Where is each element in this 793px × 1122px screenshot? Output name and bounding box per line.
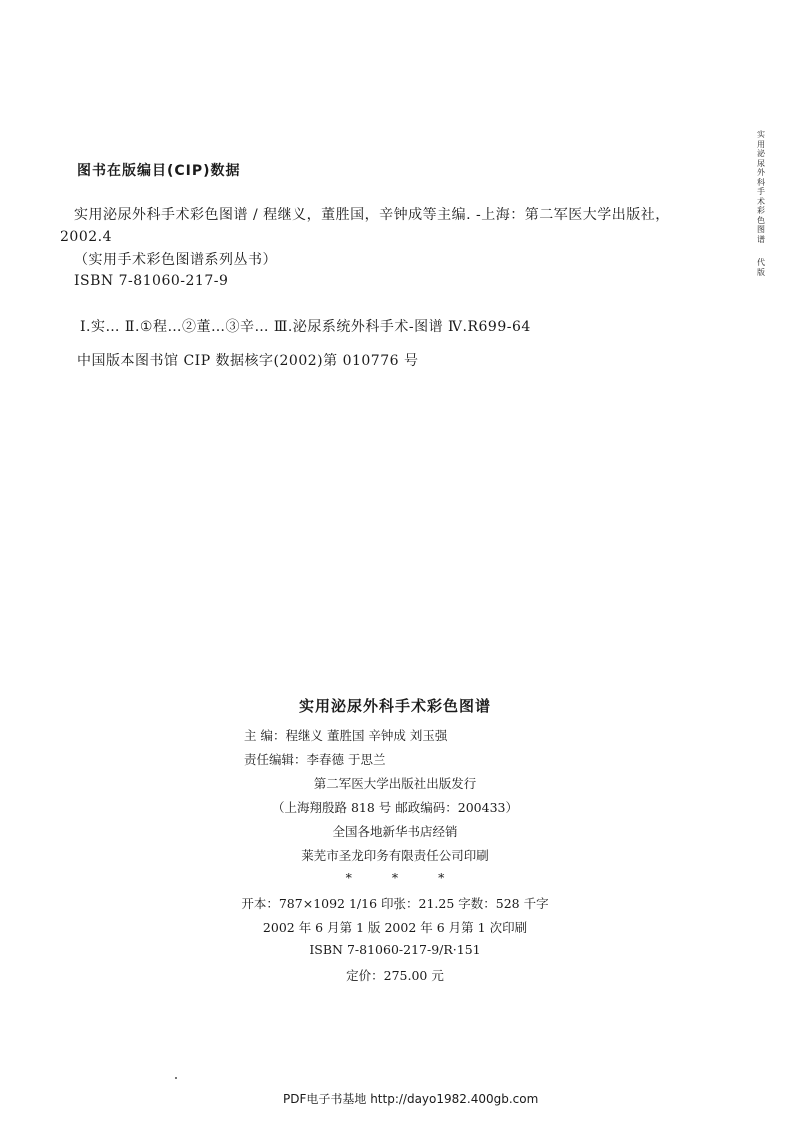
book-title: 实用泌尿外科手术彩色图谱 [298,697,491,715]
spine-char: 外 [757,168,765,177]
cip-date-line: 2002.4 [60,229,112,245]
spine-gap [755,244,767,258]
cip-heading: 图书在版编目(CIP)数据 [77,163,241,179]
spine-char: 泌 [757,149,765,158]
spine-char: 彩 [757,206,765,215]
spine-char: 实 [757,130,765,139]
address-line: （上海翔殷路 818 号 邮政编码：200433） [272,800,518,815]
colophon-block [180,695,610,990]
cip-title-line: 实用泌尿外科手术彩色图谱 / 程继义，董胜国，辛钟成等主编. -上海：第二军医大学出版社， [74,207,670,223]
edition-line: 2002 年 6 月第 1 版 2002 年 6 月第 1 次印刷 [262,920,528,935]
spine-char: 谱 [757,234,765,244]
separator-stars: * * * [345,870,463,885]
printer-line: 莱芜市圣龙印务有限责任公司印刷 [301,848,489,863]
spine-char: 代 [757,258,765,267]
spine-char: 科 [757,177,765,187]
spine-char: 尿 [757,158,765,168]
spine-char: 用 [757,139,765,149]
cip-record-number: 中国版本图书馆 CIP 数据核字(2002)第 010776 号 [77,353,419,369]
spine-char: 术 [757,196,765,206]
cip-classification-line: Ⅰ.实… Ⅱ.①程…②董…③辛… Ⅲ.泌尿系统外科手术-图谱 Ⅳ.R699-64 [80,319,531,335]
price-line: 定价：275.00 元 [346,968,444,983]
scan-speck [175,1077,177,1079]
spine-char: 手 [757,187,765,196]
distributor-line: 全国各地新华书店经销 [332,824,458,839]
responsible-editors-line: 责任编辑：李春德 于思兰 [244,752,386,767]
cip-series-line: （实用手术彩色图谱系列丛书） [74,252,277,268]
cip-isbn-line: ISBN 7-81060-217-9 [74,273,229,289]
publisher-line: 第二军医大学出版社出版发行 [313,776,477,791]
spine-char: 图 [757,225,765,234]
spine-char: 色 [757,215,765,225]
spine-text [755,130,767,277]
footer-watermark: PDF电子书基地 http://dayo1982.400gb.com [283,1092,539,1106]
editors-line: 主 编：程继义 董胜国 辛钟成 刘玉强 [244,728,448,743]
isbn-line: ISBN 7-81060-217-9/R·151 [309,942,481,957]
format-line: 开本：787×1092 1/16 印张：21.25 字数：528 千字 [241,896,549,911]
spine-char: 版 [757,267,765,277]
